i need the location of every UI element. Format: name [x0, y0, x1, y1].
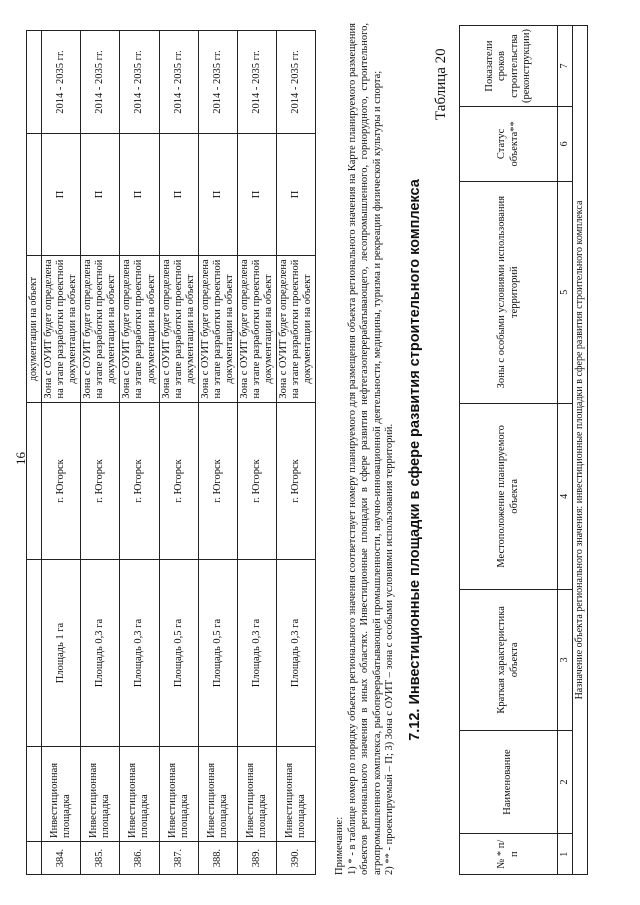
row-number: 384.: [42, 842, 81, 875]
row-number: 385.: [81, 842, 120, 875]
table-row: [120, 31, 159, 875]
column-number: 2: [558, 730, 573, 834]
row-name: Инвестиционная площадка: [277, 747, 316, 842]
row-zone: Зона с ОУИТ будет определена на этапе разработки проектной документации на объект: [277, 256, 316, 403]
investment-sites-table-continued: [26, 30, 316, 875]
row-location: г. Югорск: [81, 403, 120, 560]
header-zone: Зоны с особыми условиями использования территорий: [460, 181, 558, 403]
header-name: Наименование: [460, 730, 558, 834]
row-period: 2014 - 2035 гг.: [237, 31, 276, 134]
row-name: Инвестиционная площадка: [159, 747, 198, 842]
row-status: П: [237, 134, 276, 256]
row-number: 390.: [277, 842, 316, 875]
column-number: 3: [558, 590, 573, 730]
table-row: [27, 31, 42, 875]
row-zone: Зона с ОУИТ будет определена на этапе разработки проектной документации на объект: [81, 256, 120, 403]
construction-sites-table: [459, 25, 588, 875]
note-2: 2) ** - проектируемый – П; 3) Зона с ОУИТ – зона с особыми условиями использования территорий.: [384, 423, 395, 875]
row-period: 2014 - 2035 гг.: [120, 31, 159, 134]
row-number: 389.: [237, 842, 276, 875]
row-zone: Зона с ОУИТ будет определена на этапе разработки проектной документации на объект: [120, 256, 159, 403]
row-characteristic: Площадь 0,3 га: [277, 560, 316, 747]
notes-title: Примечание:: [334, 816, 345, 875]
row-period: 2014 - 2035 гг.: [81, 31, 120, 134]
row-characteristic: Площадь 0,5 га: [159, 560, 198, 747]
row-characteristic: Площадь 1 га: [42, 560, 81, 747]
row-period: 2014 - 2035 гг.: [198, 31, 237, 134]
header-period: Показатели сроков строительства (реконструкции): [460, 26, 558, 107]
header-location: Местоположение планируемого объекта: [460, 403, 558, 590]
row-status: П: [120, 134, 159, 256]
column-number: 4: [558, 403, 573, 590]
header-characteristic: Краткая характеристика объекта: [460, 590, 558, 730]
table-notes: [334, 23, 397, 875]
table-header-row: [460, 26, 558, 875]
row-zone: Зона с ОУИТ будет определена на этапе разработки проектной документации на объект: [159, 256, 198, 403]
row-location: г. Югорск: [237, 403, 276, 560]
row-characteristic: Площадь 0,3 га: [237, 560, 276, 747]
row-location: г. Югорск: [159, 403, 198, 560]
table-row: [237, 31, 276, 875]
row-name: Инвестиционная площадка: [42, 747, 81, 842]
row-zone: Зона с ОУИТ будет определена на этапе разработки проектной документации на объект: [42, 256, 81, 403]
row-name: Инвестиционная площадка: [237, 747, 276, 842]
column-number: 5: [558, 181, 573, 403]
row-location: г. Югорск: [277, 403, 316, 560]
table-row: [277, 31, 316, 875]
row-period: 2014 - 2035 гг.: [42, 31, 81, 134]
row-characteristic: Площадь 0,5 га: [198, 560, 237, 747]
row-name: Инвестиционная площадка: [198, 747, 237, 842]
zone-cell-fragment: документации на объект: [27, 256, 42, 403]
page-number: 16: [13, 452, 28, 465]
row-zone: Зона с ОУИТ будет определена на этапе разработки проектной документации на объект: [198, 256, 237, 403]
row-status: П: [42, 134, 81, 256]
table-row: [81, 31, 120, 875]
table-row: [42, 31, 81, 875]
row-period: 2014 - 2035 гг.: [277, 31, 316, 134]
header-status: Статус объекта**: [460, 107, 558, 182]
row-period: 2014 - 2035 гг.: [159, 31, 198, 134]
table-label: Таблица 20: [433, 48, 449, 120]
section-title: 7.12. Инвестиционные площадки в сфере развития строительного комплекса: [407, 179, 423, 741]
row-status: П: [198, 134, 237, 256]
column-number: 1: [558, 834, 573, 875]
row-location: г. Югорск: [120, 403, 159, 560]
row-status: П: [81, 134, 120, 256]
row-characteristic: Площадь 0,3 га: [81, 560, 120, 747]
column-number: 7: [558, 26, 573, 107]
row-location: г. Югорск: [198, 403, 237, 560]
table-row: [198, 31, 237, 875]
row-number: 386.: [120, 842, 159, 875]
header-number: № * п/п: [460, 834, 558, 875]
row-number: 388.: [198, 842, 237, 875]
row-status: П: [159, 134, 198, 256]
row-zone: Зона с ОУИТ будет определена на этапе разработки проектной документации на объект: [237, 256, 276, 403]
category-cell: Назначение объекта регионального значения: инвестиционные площадки в сфере развития строительного комплекса: [573, 26, 588, 875]
row-name: Инвестиционная площадка: [81, 747, 120, 842]
row-number: 387.: [159, 842, 198, 875]
row-characteristic: Площадь 0,3 га: [120, 560, 159, 747]
row-status: П: [277, 134, 316, 256]
column-number-row: [558, 26, 573, 875]
note-1: 1) * - в таблице номер по порядку объекта регионального значения соответствует номеру планируемого для размещения объекта регионального значения на Карте планируемого размещения объектов регионального значения в иных областях. Инвестиционные площадки в сфере развития нефтегазоперерабатывающего, лесопромышленного, горнорудного, строительного, агропромышленного комплекса, рыбоперерабатывающей промышленности, научно-инновационной деятельности, медицины, туризма и рекреации физической культуры и спорта;: [346, 23, 383, 875]
row-location: г. Югорск: [42, 403, 81, 560]
table-row: [159, 31, 198, 875]
category-row: [573, 26, 588, 875]
column-number: 6: [558, 107, 573, 182]
row-name: Инвестиционная площадка: [120, 747, 159, 842]
